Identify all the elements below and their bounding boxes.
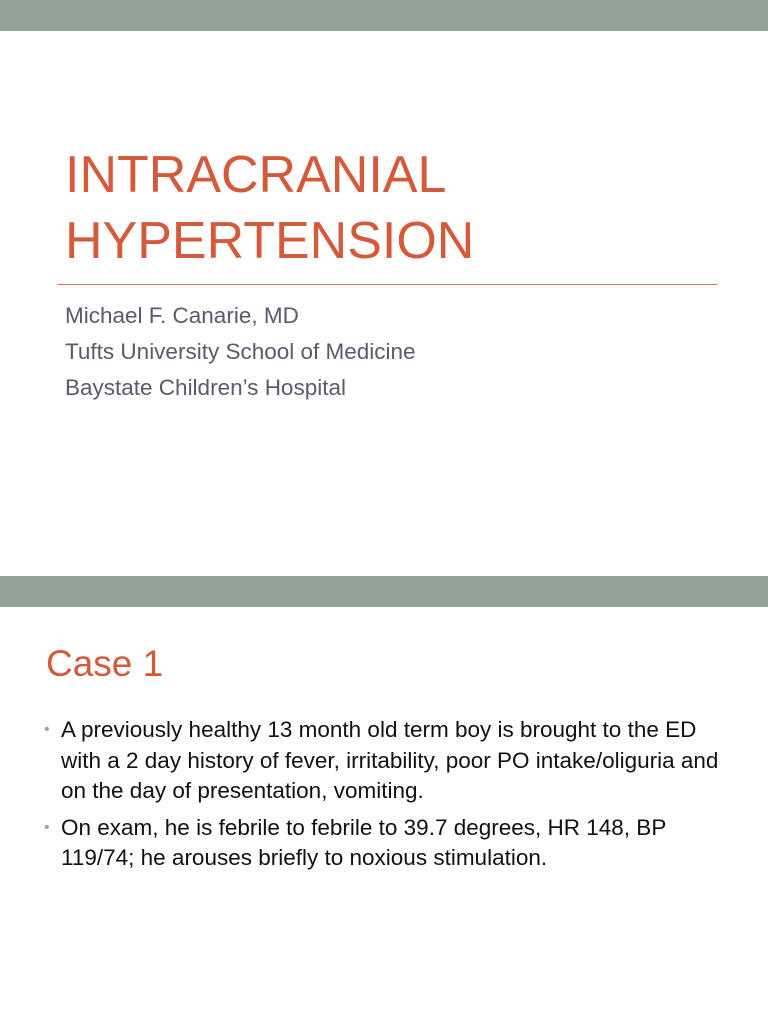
bullet-text: A previously healthy 13 month old term boy is brought to the ED with a 2 day history of fever, irritability, poor PO intake/oliguria and on the day of presentation, vomiting.	[61, 717, 719, 803]
title-divider	[58, 284, 717, 285]
author-name: Michael F. Canarie, MD	[65, 303, 299, 328]
bullet-text: On exam, he is febrile to febrile to 39.7 degrees, HR 148, BP 119/74; he arouses briefly to noxious stimulation.	[61, 814, 666, 870]
bullet-item	[44, 715, 734, 807]
slide-title	[65, 142, 725, 274]
author-affiliation: Baystate Children’s Hospital	[65, 375, 346, 400]
author-affiliation: Tufts University School of Medicine	[65, 339, 416, 364]
case-title: Case 1	[46, 643, 164, 684]
bullet-dot-icon: •	[44, 818, 50, 836]
slide-subtitle	[65, 298, 705, 406]
accent-bar	[0, 576, 768, 607]
slide-title-line: HYPERTENSION	[65, 212, 475, 270]
bullet-item	[44, 813, 734, 874]
slide-title-line: INTRACRANIAL	[65, 146, 447, 204]
bullet-list	[44, 715, 734, 880]
bullet-dot-icon: •	[44, 721, 50, 738]
accent-bar	[0, 0, 768, 31]
case-slide	[0, 576, 768, 1024]
